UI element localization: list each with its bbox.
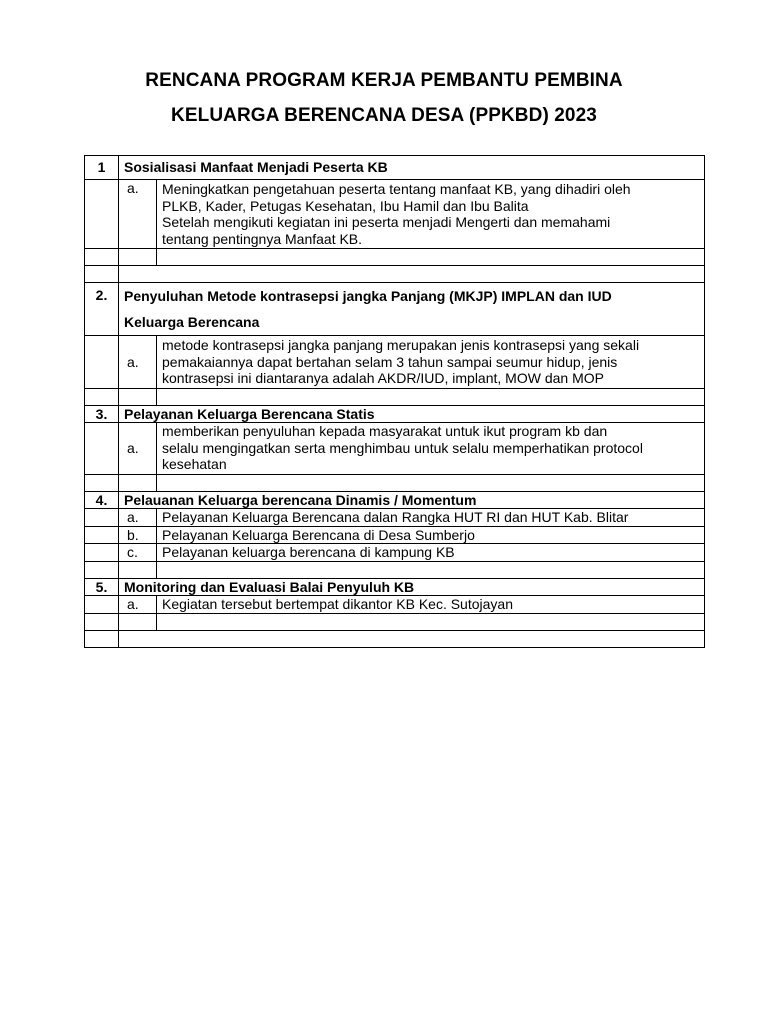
section-heading: Sosialisasi Manfaat Menjadi Peserta KB <box>119 156 705 180</box>
section-5-header-row <box>85 578 705 596</box>
item-text-line: kontrasepsi ini diantaranya adalah AKDR/IUD, implant, MOW dan MOP <box>162 370 604 386</box>
section-4-item-b-row <box>85 526 705 544</box>
item-text-line: Setelah mengikuti kegiatan ini peserta menjadi Mengerti dan memahami <box>162 214 611 230</box>
program-table <box>84 155 705 648</box>
section-heading: Monitoring dan Evaluasi Balai Penyuluh KB <box>119 578 705 596</box>
empty-row <box>85 249 705 266</box>
item-text: Pelayanan Keluarga Berencana dalan Rangka HUT RI dan HUT Kab. Blitar <box>157 509 705 527</box>
document-title-line-1: RENCANA PROGRAM KERJA PEMBANTU PEMBINA <box>145 70 623 91</box>
section-heading: Pelauanan Keluarga berencana Dinamis / Momentum <box>119 491 705 509</box>
item-label: b. <box>119 526 157 544</box>
item-text <box>157 423 705 475</box>
item-label: a. <box>119 509 157 527</box>
empty-row <box>85 266 705 283</box>
empty-row <box>85 613 705 630</box>
section-4-item-a-row <box>85 509 705 527</box>
section-heading-line: Penyuluhan Metode kontrasepsi jangka Panjang (MKJP) IMPLAN dan IUD <box>124 288 612 304</box>
section-number: 2. <box>85 283 119 336</box>
section-1-item-a-row <box>85 180 705 249</box>
section-1-header-row <box>85 156 705 180</box>
item-label: c. <box>119 544 157 562</box>
item-label: a. <box>119 423 157 475</box>
item-text-line: tentang pentingnya Manfaat KB. <box>162 230 363 247</box>
item-label: a. <box>119 336 157 389</box>
section-4-header-row <box>85 491 705 509</box>
section-heading: Pelayanan Keluarga Berencana Statis <box>119 405 705 423</box>
item-text-line: kesehatan <box>162 456 227 472</box>
section-4-item-c-row <box>85 544 705 562</box>
item-text: Kegiatan tersebut bertempat dikantor KB Kec. Sutojayan <box>157 596 705 614</box>
empty-row <box>85 561 705 578</box>
section-number: 1 <box>85 156 119 180</box>
item-text-line: Meningkatkan pengetahuan peserta tentang manfaat KB, yang dihadiri oleh <box>162 181 631 197</box>
section-2-header-row <box>85 283 705 336</box>
section-heading <box>119 283 705 336</box>
empty-row <box>85 474 705 491</box>
item-text-line: metode kontrasepsi jangka panjang merupakan jenis kontrasepsi yang sekali <box>162 337 640 353</box>
item-label: a. <box>119 180 157 249</box>
section-2-item-a-row <box>85 336 705 389</box>
item-text <box>157 180 705 249</box>
section-3-header-row <box>85 405 705 423</box>
section-3-item-a-row <box>85 423 705 475</box>
item-text-line: memberikan penyuluhan kepada masyarakat untuk ikut program kb dan <box>162 423 608 439</box>
item-label: a. <box>119 596 157 614</box>
item-text-line: pemakaiannya dapat bertahan selam 3 tahun sampai seumur hidup, jenis <box>162 353 618 370</box>
empty-row <box>85 388 705 405</box>
section-number: 4. <box>85 491 119 509</box>
item-text <box>157 336 705 389</box>
section-number: 5. <box>85 578 119 596</box>
item-text-line: PLKB, Kader, Petugas Kesehatan, Ibu Hamil dan Ibu Balita <box>162 197 529 214</box>
section-heading-line: Keluarga Berencana <box>124 314 260 330</box>
document-title-line-2: KELUARGA BERENCANA DESA (PPKBD) 2023 <box>171 105 597 126</box>
section-5-item-a-row <box>85 596 705 614</box>
item-text: Pelayanan keluarga berencana di kampung KB <box>157 544 705 562</box>
item-text-line: selalu mengingatkan serta menghimbau untuk selalu memperhatikan protocol <box>162 439 643 456</box>
section-number: 3. <box>85 405 119 423</box>
item-text: Pelayanan Keluarga Berencana di Desa Sumberjo <box>157 526 705 544</box>
empty-row <box>85 630 705 647</box>
